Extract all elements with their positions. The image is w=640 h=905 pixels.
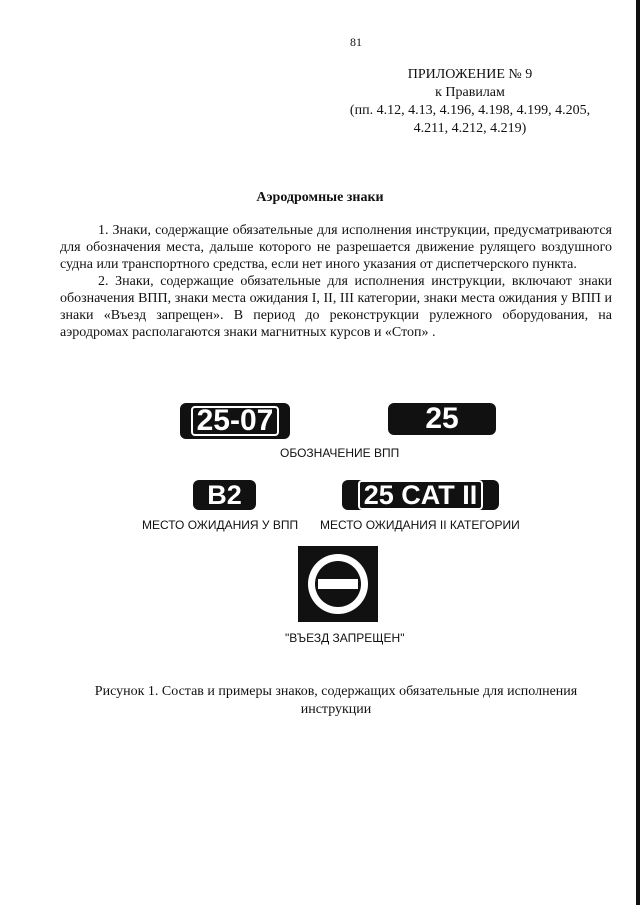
page-edge-border xyxy=(636,0,640,905)
category-holding-label: МЕСТО ОЖИДАНИЯ II КАТЕГОРИИ xyxy=(320,518,520,532)
paragraph-2: 2. Знаки, содержащие обязательные для исполнения инструкции, включают знаки обозначения ВПП, знаки места ожидания I, II, III категории, знаки места ожидания у ВПП и знаки «Въезд запрещен». В период до реконструкции рулежного оборудования, на аэродромах располагаются знаки магнитных курсов и «Стоп» . xyxy=(60,274,612,340)
runway-designation-label: ОБОЗНАЧЕНИЕ ВПП xyxy=(280,446,400,460)
body-text xyxy=(60,222,612,341)
category-holding-sign xyxy=(342,480,499,510)
no-entry-label: "ВЪЕЗД ЗАПРЕЩЕН" xyxy=(285,631,405,645)
no-entry-icon xyxy=(298,546,378,622)
paragraph-1: 1. Знаки, содержащие обязательные для исполнения инструкции, предусматриваются для обозначения места, дальше которого не разрешается движение рулящего воздушного судна или транспортного средства, если нет иного указания от диспетчерского пункта. xyxy=(60,223,612,272)
appendix-header xyxy=(330,66,610,138)
appendix-title: ПРИЛОЖЕНИЕ № 9 xyxy=(407,67,533,82)
category-holding-sign-text: 25 CAT II xyxy=(358,480,484,510)
runway-designation-sign-a-text: 25-07 xyxy=(191,406,280,436)
appendix-refs-line2: 4.211, 4.212, 4.219) xyxy=(413,121,527,136)
runway-designation-sign-a xyxy=(180,403,290,439)
runway-designation-sign-b: 25 xyxy=(388,403,496,435)
section-title: Аэродромные знаки xyxy=(256,190,384,205)
runway-holding-sign: B2 xyxy=(193,480,256,510)
appendix-to-rules: к Правилам xyxy=(435,85,505,100)
figure-caption: Рисунок 1. Состав и примеры знаков, содержащих обязательные для исполнения инструкции xyxy=(94,684,578,717)
no-entry-sign xyxy=(298,546,378,622)
appendix-refs-line1: (пп. 4.12, 4.13, 4.196, 4.198, 4.199, 4.205, xyxy=(349,103,591,118)
page-number: 81 xyxy=(350,35,362,49)
runway-holding-label: МЕСТО ОЖИДАНИЯ У ВПП xyxy=(142,518,299,532)
